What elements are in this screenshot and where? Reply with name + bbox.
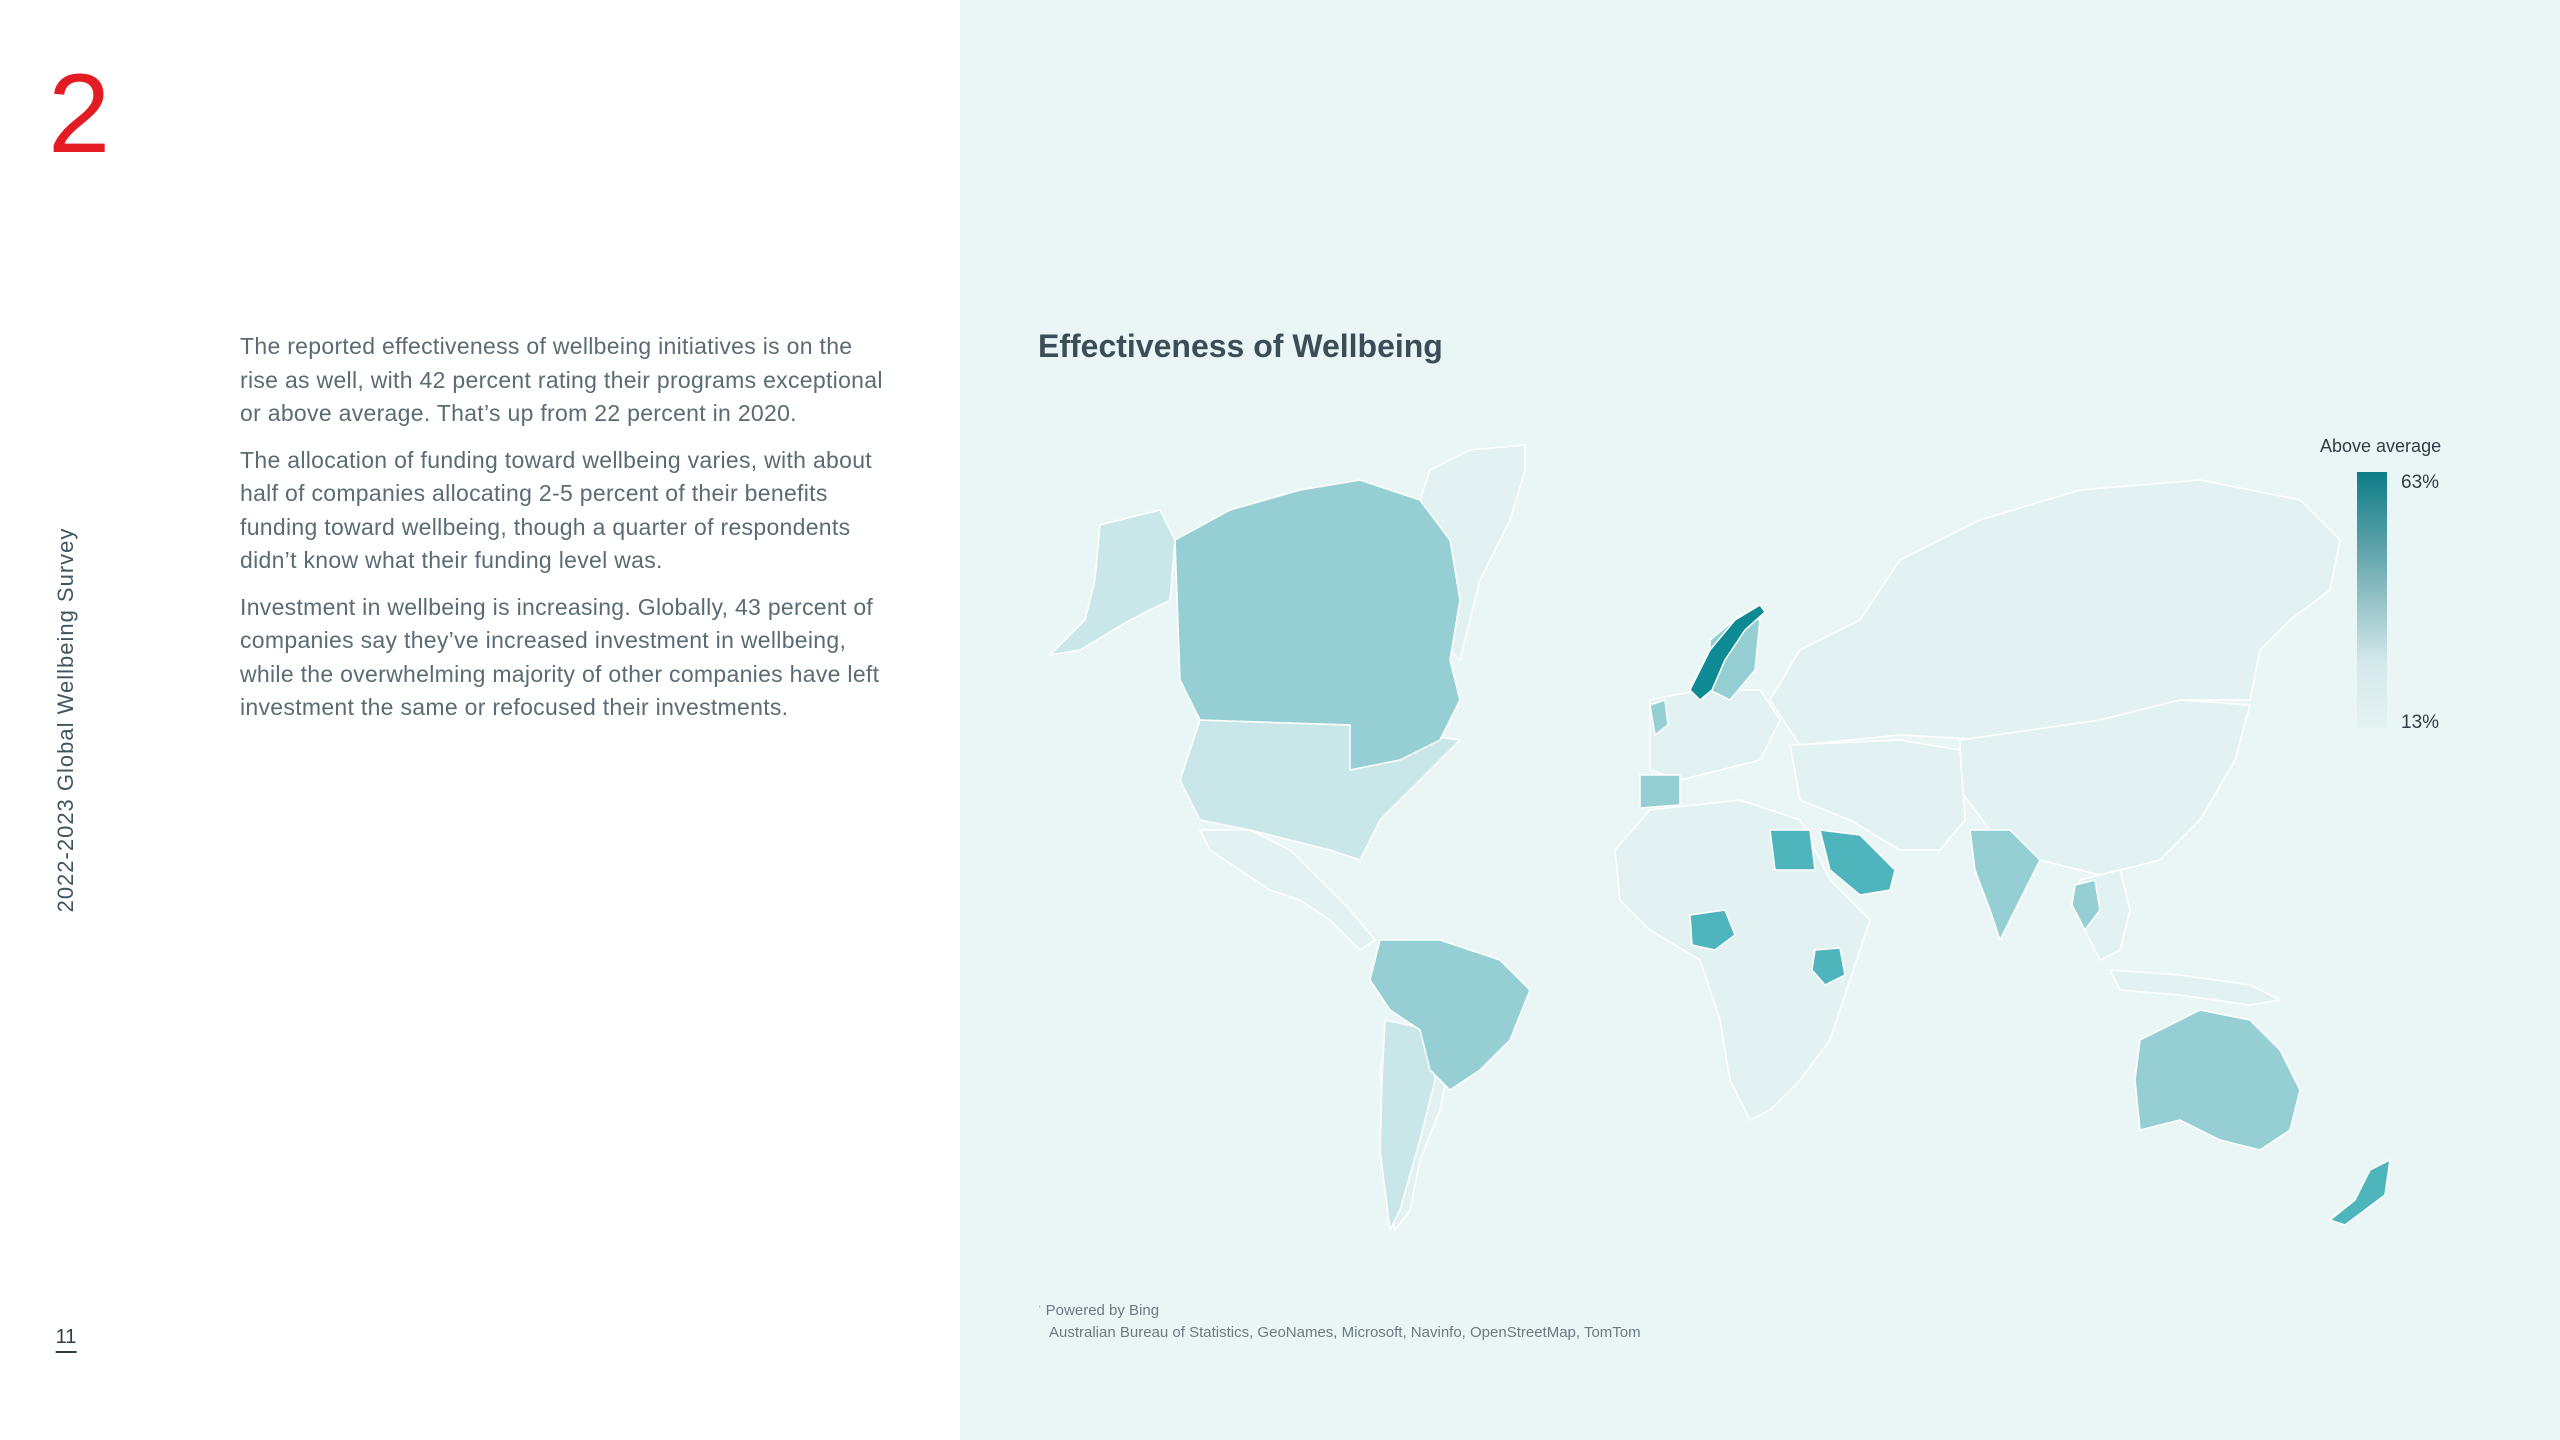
paragraph-effectiveness: The reported effectiveness of wellbeing initiatives is on the rise as well, with 42 percent rating their programs exceptional or above average. That’s up from 22 percent in 2020.: [240, 333, 883, 426]
attribution-line1: Powered by Bing: [1045, 1302, 1160, 1319]
region-spain: [1640, 775, 1680, 808]
region-indonesia: [2110, 970, 2280, 1005]
section-number: 2: [48, 51, 111, 176]
region-new-zealand: [2330, 1160, 2390, 1225]
legend-max-label: 63%: [2401, 472, 2440, 493]
page-number: 11: [56, 1326, 77, 1353]
region-central-asia: [1790, 740, 1965, 850]
attribution-mark: ˈ: [1038, 1305, 1042, 1317]
region-australia: [2135, 1010, 2300, 1150]
region-alaska: [1050, 510, 1175, 655]
paragraph-funding: The allocation of funding toward wellbeing varies, with about half of companies allocating 2-5 percent of their benefits funding toward wellbeing, though a quarter of respondents didn’t know what their funding level was.: [240, 446, 872, 573]
map-attribution: [1038, 1300, 1641, 1344]
report-title: 2022-2023 Global Wellbeing Survey: [53, 527, 78, 913]
legend-min-label: 13%: [2401, 712, 2440, 733]
region-russia: [1770, 480, 2340, 745]
paragraph-investment: Investment in wellbeing is increasing. Globally, 43 percent of companies say they’ve increased investment in wellbeing, while the overwhelming majority of other companies have left investment the same or refocused their investments.: [240, 593, 880, 720]
body-text: [240, 330, 890, 738]
attribution-line2: Australian Bureau of Statistics, GeoNames, Microsoft, Navinfo, OpenStreetMap, TomTom: [1049, 1324, 1641, 1341]
world-map[interactable]: [1000, 420, 2520, 1260]
legend-title: Above average: [2320, 436, 2442, 456]
region-europe: [1650, 690, 1780, 780]
region-egypt: [1770, 830, 1815, 870]
legend-gradient-bar: [2357, 472, 2387, 728]
map-title: Effectiveness of Wellbeing: [1038, 328, 1443, 364]
